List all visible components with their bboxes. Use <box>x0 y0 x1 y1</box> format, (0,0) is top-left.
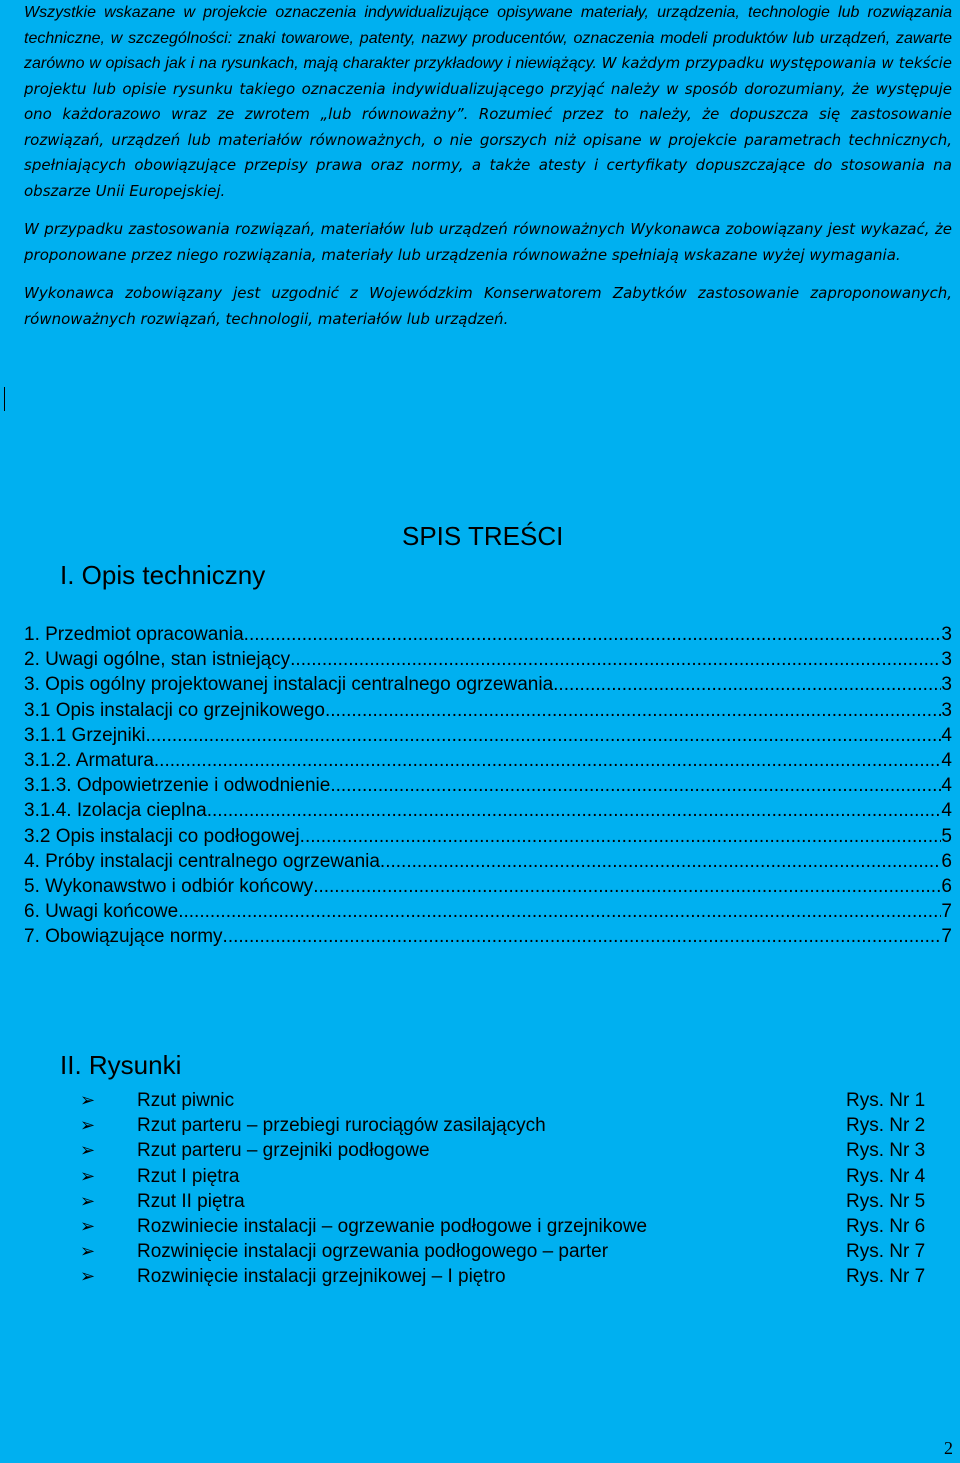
intro-text <box>24 0 952 332</box>
toc-entry[interactable] <box>24 773 952 798</box>
toc-leader-dots <box>305 824 941 849</box>
toc-entry[interactable] <box>24 924 952 949</box>
section-heading-drawings: II. Rysunki <box>60 1050 182 1080</box>
drawing-title: Rzut parteru – grzejniki podłogowe <box>137 1140 430 1162</box>
toc-leader-dots <box>553 672 941 697</box>
toc-entry-label: 3.1.3. Odpowietrzenie i odwodnienie <box>24 775 331 797</box>
toc-leader-dots <box>385 849 941 874</box>
drawing-list-item <box>80 1164 945 1189</box>
intro-paragraph-1a: Wszystkie wskazane w projekcie oznaczenia indywidualizujące opisywane materiały, urządzenia, technologie lub rozwiązania techniczne, w szczególności: znaki towarowe, patenty, nazwy producentów, oznaczenia modeli produktów lub urządzeń, zawarte zarówno w opisach jak i na rysunkach, mają charakter przykładowy i niewiążący. <box>24 4 952 72</box>
toc-leader-dots <box>325 698 941 723</box>
drawing-list-item <box>80 1239 945 1264</box>
drawing-title: Rozwinięcie instalacji grzejnikowej – I piętro <box>137 1266 506 1288</box>
toc-entry-label: 5. Wykonawstwo i odbiór końcowy <box>24 876 314 898</box>
drawing-reference: Rys. Nr 4 <box>846 1165 926 1187</box>
drawing-title: Rzut II piętra <box>137 1190 245 1212</box>
toc-leader-dots <box>223 924 942 949</box>
toc-leader-dots <box>313 874 941 899</box>
toc-leader-dots <box>244 622 942 647</box>
toc-entry[interactable] <box>24 698 952 723</box>
toc-list <box>24 622 952 950</box>
toc-entry-page: 6 <box>941 876 952 898</box>
toc-entry[interactable] <box>24 723 952 748</box>
toc-entry[interactable] <box>24 622 952 647</box>
toc-entry-page: 3 <box>941 649 952 671</box>
drawing-list-item <box>80 1088 945 1113</box>
toc-entry[interactable] <box>24 899 952 924</box>
arrow-bullet-icon: ➢ <box>80 1190 96 1211</box>
arrow-bullet-icon: ➢ <box>80 1165 96 1186</box>
toc-entry[interactable] <box>24 849 952 874</box>
toc-entry[interactable] <box>24 824 952 849</box>
toc-entry-label: 3.1.1 Grzejniki <box>24 724 146 746</box>
drawing-reference: Rys. Nr 1 <box>846 1090 926 1111</box>
toc-entry-page: 3 <box>941 624 952 645</box>
toc-leader-dots <box>207 798 942 823</box>
arrow-bullet-icon: ➢ <box>80 1115 96 1136</box>
drawing-reference: Rys. Nr 2 <box>846 1115 926 1137</box>
section-heading-technical: I. Opis techniczny <box>60 560 266 590</box>
toc-entry-page: 7 <box>941 926 952 948</box>
toc-leader-dots <box>290 647 941 672</box>
toc-leader-dots <box>154 748 942 773</box>
arrow-bullet-icon: ➢ <box>80 1090 96 1110</box>
intro-paragraph-1b: W każdym przypadku występowania w tekście projektu lub opisie rysunku takiego oznaczenia indywidualizującego przyjąć należy w sposób dorozumiany, że występuje ono każdorazowo wraz ze zwrotem „lub równoważny”. Rozumieć przez to należy, że dopuszcza się zastosowanie rozwiązań, urządzeń lub materiałów równoważnych, o nie gorszych niż opisane w projekcie parametrach technicznych, spełniających obowiązujące przepisy prawa oraz normy, a także atesty i certyfikaty dopuszczające do stosowania na obszarze Unii Europejskiej. <box>24 54 952 200</box>
toc-entry-page: 3 <box>941 674 952 696</box>
toc-entry-label: 3.1.2. Armatura <box>24 750 154 772</box>
toc-entry-label: 7. Obowiązujące normy <box>24 926 223 948</box>
arrow-bullet-icon: ➢ <box>80 1140 96 1161</box>
toc-entry-page: 3 <box>941 699 952 721</box>
drawing-reference: Rys. Nr 7 <box>846 1266 926 1288</box>
arrow-bullet-icon: ➢ <box>80 1215 96 1236</box>
toc-entry[interactable] <box>24 798 952 823</box>
toc-entry[interactable] <box>24 748 952 773</box>
toc-entry-label: 4. Próby instalacji centralnego ogrzewania. <box>24 850 386 872</box>
drawing-list-item <box>80 1214 945 1239</box>
drawing-title: Rzut I piętra <box>137 1165 240 1187</box>
drawing-title: Rzut parteru – przebiegi rurociągów zasilających <box>137 1115 546 1137</box>
toc-entry-page: 4 <box>941 800 952 822</box>
drawing-title: Rozwiniecie instalacji – ogrzewanie podłogowe i grzejnikowe <box>137 1215 648 1237</box>
arrow-bullet-icon: ➢ <box>80 1266 96 1287</box>
toc-leader-dots <box>178 899 941 924</box>
drawings-list <box>80 1088 945 1290</box>
page-number: 2 <box>944 1438 953 1458</box>
toc-entry[interactable] <box>24 874 952 899</box>
toc-entry-page: 4 <box>941 724 952 746</box>
drawing-list-item <box>80 1264 945 1289</box>
drawing-title: Rzut piwnic <box>137 1090 235 1111</box>
toc-entry-page: 7 <box>941 901 952 923</box>
toc-title: SPIS TREŚCI <box>402 521 564 551</box>
drawing-reference: Rys. Nr 6 <box>846 1215 926 1237</box>
drawing-list-item <box>80 1189 945 1214</box>
arrow-bullet-icon: ➢ <box>80 1241 96 1262</box>
intro-paragraph-2: W przypadku zastosowania rozwiązań, materiałów lub urządzeń równoważnych Wykonawca zobowiązany jest wykazać, że proponowane przez niego rozwiązania, materiały lub urządzenia równoważne spełniają wskazane wyżej wymagania. <box>24 220 952 264</box>
toc-entry-page: 4 <box>941 750 952 772</box>
toc-entry-page: 5 <box>941 825 952 847</box>
toc-entry-label: 6. Uwagi końcowe <box>24 901 179 923</box>
drawing-list-item <box>80 1138 945 1163</box>
toc-entry-page: 4 <box>941 775 952 797</box>
toc-leader-dots <box>145 723 941 748</box>
toc-entry-label: 1. Przedmiot opracowania <box>24 624 244 645</box>
toc-entry-label: 3.2 Opis instalacji co podłogowej. <box>24 825 305 847</box>
toc-entry-page: 6 <box>941 850 952 872</box>
text-cursor-mark <box>4 387 5 411</box>
toc-entry-label: 3. Opis ogólny projektowanej instalacji centralnego ogrzewania <box>24 674 554 696</box>
toc-entry[interactable] <box>24 647 952 672</box>
intro-paragraph-1 <box>24 0 952 204</box>
drawing-reference: Rys. Nr 3 <box>846 1140 926 1162</box>
toc-entry-label: 3.1 Opis instalacji co grzejnikowego <box>24 699 325 721</box>
toc-entry[interactable] <box>24 672 952 697</box>
toc-entry-label: 3.1.4. Izolacja cieplna <box>24 800 207 822</box>
drawing-title: Rozwinięcie instalacji ogrzewania podłogowego – parter <box>137 1241 609 1263</box>
drawing-reference: Rys. Nr 5 <box>846 1190 926 1212</box>
drawing-reference: Rys. Nr 7 <box>846 1241 926 1263</box>
intro-paragraph-3: Wykonawca zobowiązany jest uzgodnić z Wojewódzkim Konserwatorem Zabytków zastosowanie zaproponowanych, równoważnych rozwiązań, technologii, materiałów lub urządzeń. <box>24 284 952 328</box>
toc-entry-label: 2. Uwagi ogólne, stan istniejący <box>24 649 291 671</box>
drawing-list-item <box>80 1113 945 1138</box>
toc-leader-dots <box>330 773 941 798</box>
